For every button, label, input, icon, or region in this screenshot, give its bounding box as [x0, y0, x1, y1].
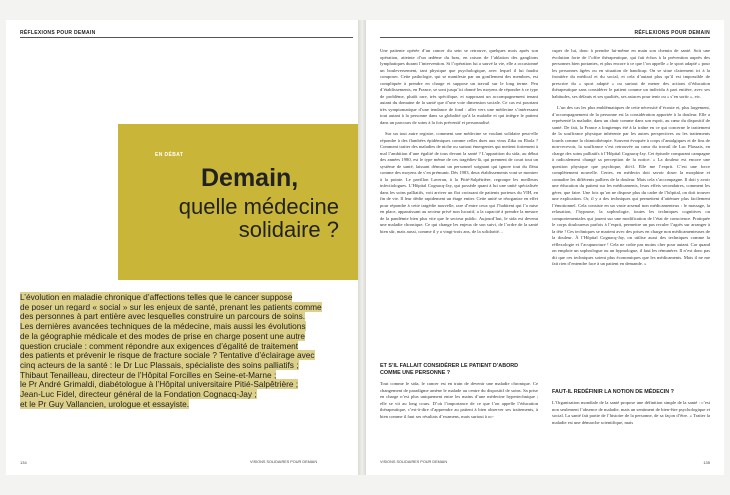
running-header: RÉFLEXIONS POUR DEMAIN	[20, 30, 96, 36]
running-header: RÉFLEXIONS POUR DEMAIN	[634, 30, 710, 36]
intro-line: Jean-Luc Fidel, directeur général de la Fondation Cognacq-Jay ;	[20, 389, 257, 400]
paragraph: cuper de lui, donc à prendre lui-même en main son chemin de santé. Soit une évolution forte de l’offre thérapeutique, qui fait échos à la prévention auprès des personnes bien portantes, et plus encore à ce que l’on appelle « le sport adapté » pour les personnes âgées ou en situation de handicap. On se situe clairement ici à la frontière du médical et du social, et cela d’autant plus qu’il est impossible de prescrire du « sport adapté » ou surtout de mener des actions d’éducation thérapeutique sans considérer le patient comme un individu à part entière, avec ses habitudes, ses défauts et ses qualités, ses astuces pour tenir ou « s’en sortir », etc.	[552, 48, 710, 99]
title-main: Demain,	[201, 164, 299, 192]
intro-line: de la géographie médicale et des modes de prise en charge posent une autre	[20, 330, 306, 341]
left-page	[6, 20, 358, 475]
intro-line: question cruciale : comment répondre aux exigences d’égalité de traitement	[20, 340, 299, 351]
page-number: 135	[703, 460, 710, 465]
kicker: EN DÉBAT	[155, 152, 184, 158]
book-gutter	[358, 20, 366, 475]
intro-line: des personnes à part entière avec lesquelles construire un parcours de soins.	[20, 311, 306, 322]
paragraph: Une patiente opérée d’un cancer du sein se retrouve, quelques mois après son opération, atteinte d’un œdème du bras, en raison de l’ablation des ganglions lymphatiques durant l’intervention. Si l’opération lui a sauvé la vie, elle a occasionné un bouleversement, tant physique que psychologique, avec lequel il lui faudra composer. Cette pathologie, qui se manifeste par un gonflement des membres, est compliquée à prendre en charge et suppose un travail sur le long terme. Peu d’établissements, en France, se sont jusqu’ici donné les moyens de répondre à ce type de problème, plutôt rare, très spécifique, et supposant un accompagnement tenant autant du domaine de la santé que d’une voie dimension sociale. Ce cas est pourtant très symptomatique d’une tendance de fond : aller vers une médecine s’intéressant tout autant à la personne dans sa globalité qu’à la maladie et qui intègre le patient dans un parcours de soins à la fois préventif et personnalisé.	[380, 48, 538, 125]
page-footer: VISIONS SOLIDAIRES POUR DEMAIN	[250, 460, 318, 464]
header-rule	[380, 37, 710, 38]
intro-line: Les dernières avancées techniques de la médecine, mais aussi les évolutions	[20, 321, 306, 332]
section-heading: FAUT-IL REDÉFINIR LA NOTION DE MÉDECIN ?	[552, 389, 674, 395]
intro-line: Thibaut Tenailleau, directeur de l’Hôpital Forcilles en Seine-et-Marne ;	[20, 369, 277, 380]
paragraph: L’un des cas les plus emblématiques de cette nécessité d’écoute et, plus largement, d’accompagnement de la personne est la considération apportée à la douleur. Elle a représenté la maladie, dans un chair comme dans son esprit, au cœur du dispositif de santé. De fait, la France a longtemps été à la traîne en ce qui concerne le traitement de la souffrance physique inhérente par les autres perspectives ou les traitements lourds comme la chimiothérapie. Souvent évoquée à corps d’antalgiques et de fins de non-recevoir, la souffrance s’est retrouvée au cœur du travail de Luc Plassais, en charge des soins palliatifs à l’Hôpital Cognacq-Jay. Cet épisode comparant campagne à radicalement changé sa perception de la notice. « La douleur est encore une question physique que psychique, dit-il. Elle me l’exprit. C’est une force complètement nouvelle. Certes, en médecin doit savoir doser la morphine et connaître les différents palliers de la douleur. Mais cela s’accompagne. Il doit y avoir une éducation du patient sur les médicaments, leurs effets secondaires, comment les gérer, que faire. Une fois qu’on ne dispose plus du cadre de l’hôpital, on doit trouver une explication. Or, il y a des techniques qui permettent d’atténuer plus facilement l’émotionnel. Cela consiste en un vaste arsenal non médicamenteux : le massage, la relaxation, l’hypnose, la sophrologie, toutes les techniques cognitives ou comportementales qui jouent sur une modification de l’état de conscience. Pratiquée le corps douloureux parfois à l’esprit, permettre un pas reculer l’agrès sur arranger à la tête ! Ces techniques se marient avec des prises en charge non médicamenteuses de la douleur. À l’Hôpital Cognacq-Jay, on utilise aussi des techniques comme la réflexologie et l’acupuncture ! Cela ne coûte pas moins cher pour autant. Car quand on emploie un sophrologue ou un hypnologue, il faut les rémunérer. Il n’est donc pas dit que ces techniques soient plus économiques que les médicaments. Mais il ne me fait rien d’entendre face à un patient en demande. »	[552, 105, 710, 266]
text-column-1-continued	[380, 381, 538, 453]
intro-text	[20, 293, 353, 409]
paragraph: L’Organisation mondiale de la santé propose une définition simple de la santé : c’est non seulement l’absence de maladie, mais un sentiment de bien-être psychologique et social. La santé fait partie de l’histoire de la personne, de sa façon d’être. « Traiter la maladie est une démarche scientifique, mais	[552, 400, 710, 425]
text-column-2	[552, 48, 710, 386]
right-page	[366, 20, 724, 475]
text-column-2-continued	[552, 400, 710, 454]
section-heading: ET S’IL FALLAIT CONSIDÉRER LE PATIENT D’ABORD COMME UNE PERSONNE ?	[380, 363, 519, 376]
intro-line: de poser un regard « social » sur les enjeux de santé, prenant les patients comme	[20, 301, 322, 312]
intro-line: le Pr André Grimaldi, diabétologue à l’Hôpital universitaire Pitié-Salpêtrière ;	[20, 379, 299, 390]
intro-line: cinq acteurs de la santé : le Dr Luc Plassais, spécialiste des soins palliatifs ;	[20, 359, 299, 370]
paragraph: Tout comme le sida, le cancer est en train de devenir une maladie chronique. Ce changement de paradigme amène le malade au centre du dispositif de soins. Sa prise en charge n’est plus uniquement entre les mains d’une médecine hypertechnique ; elle se vit au long cours. D’où l’importance de ce que l’on appelle l’éducation thérapeutique, c’est-à-dire d’apprendre au patient à bien observer ses traitements, à bien comme il faut ses résultats d’examens, mais surtout à oc-	[380, 381, 538, 419]
intro-line: L’évolution en maladie chronique d’affections telles que le cancer suppose	[20, 292, 293, 302]
text-column-1	[380, 48, 538, 318]
intro-line: des patients et prévenir le risque de fracture sociale ? Tentative d’éclairage avec	[20, 350, 315, 361]
title-sub: quelle médecine solidaire ?	[178, 194, 339, 242]
intro-line: et le Pr Guy Vallancien, urologue et essayiste.	[20, 398, 190, 409]
header-rule	[20, 37, 353, 38]
paragraph: Sur un tout autre registre, comment une médecine se voulant solidaire peut-elle répondre à des flambées épidémiques comme celles dues aux virus Zika ou Ebola ? Comment traiter des maladies de niche ou surtout émergentes qui mettent fortement à mal l’ambition d’une égalité de tous devant la santé ? L’apparition du sida, au début des années 1980, est le type même de ces tragédies-là, qui prennent de court tout un système de santé, laissant démuni un personnel soignant qui ignore tout du fléau comme des moyens de s’en prémunir. Dès 1983, deux établissements vont se montrer à la pointe. Le pavillon Laveran, à la Pitié-Salpêtrière, regroupe les meilleurs infectiologues. L’Hôpital Cognacq-Jay, qui possède quant à lui une unité spécialisée dans les soins palliatifs, voit arriver un flot croissant de patients porteurs du VIH, en fin de vie. Il leur dédie rapidement un étage entier. Cette unité se réorganise en effet pour répondre à cette tragédie nouvelle, rare d’entre ceux qui l’habitent qui l’a mise en place, apparaissant au secteur privé non lucratif, a la capacité à prendre la mesure de la pandémie bien plus vite que le secteur public. Aujourd’hui, le sida est devenu une maladie chronique. Ce qui change les enjeux de son suivi, de l’ordre de la santé bien sûr, mais aussi, comme il y a vingt-trois ans, de la solidarité…	[380, 131, 538, 234]
page-number: 134	[20, 460, 27, 465]
page-footer: VISIONS SOLIDAIRES POUR DEMAIN	[380, 460, 448, 464]
